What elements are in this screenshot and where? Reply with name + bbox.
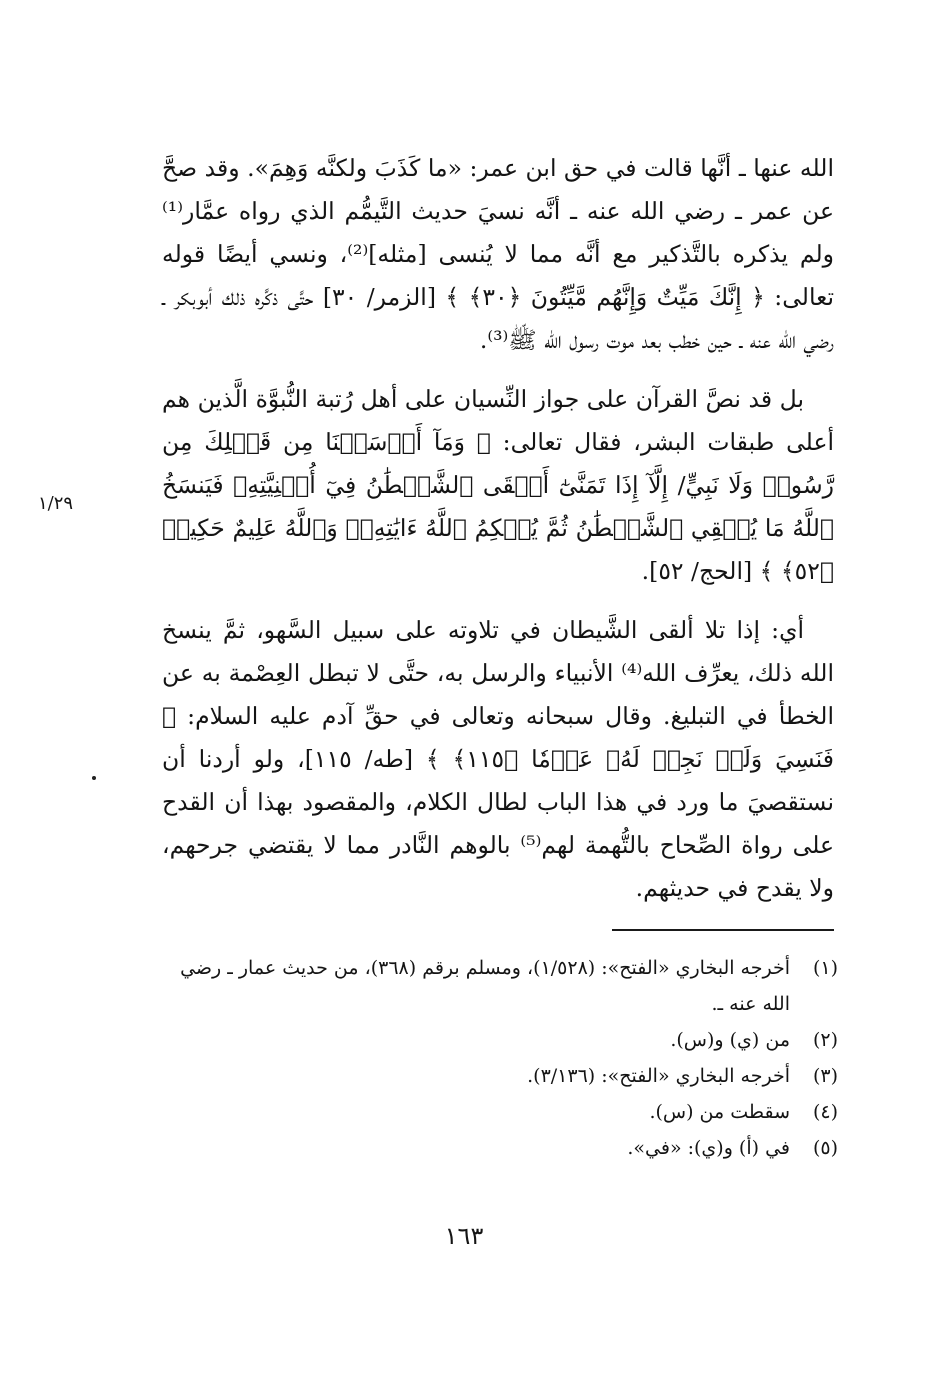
- footnote-text: في (أ) و(ي): «في».: [627, 1137, 790, 1159]
- footnote-number: (١): [812, 957, 838, 979]
- paragraph-2: بل قد نصَّ القرآن على جواز النِّسيان على أهل رُتبة النُّبوَّة الَّذين هم أعلى طبقات البشر، فقال تعالى: ﴿ وَمَآ أَرۡسَلۡنَا مِن قَبۡلِكَ مِن رَّسُولٖ وَلَا نَبِيٍّ/ إِلَّآ إِذَا تَمَنَّىٰٓ أَلۡقَى ٱلشَّيۡطَٰنُ فِيٓ أُمۡنِيَّتِهِۦ فَيَنسَخُ ٱللَّهُ مَا يُلۡقِي ٱلشَّيۡطَٰنُ ثُمَّ يُحۡكِمُ ٱللَّهُ ءَايَٰتِهِۦۗ وَٱللَّهُ عَلِيمٌ حَكِيمٞ ﴿٥٢﴾ ﴾ [الحج/ ٥٢].: [162, 385, 834, 585]
- paragraph-1: الله عنها ـ أنَّها قالت في حق ابن عمر: «ما كَذَبَ ولكنَّه وَهِمَ». وقد صحَّ عن عمر ـ رضي الله عنه ـ أنَّه نسيَ حديث التَّيمُّم الذي رواه عمَّار⁽¹⁾ ولم يذكره بالتَّذكير مع أنَّه مما لا يُنسى [مثله]⁽²⁾، ونسي أيضًا قوله تعالى: ﴿ إِنَّكَ مَيِّتٌ وَإِنَّهُم مَّيِّتُونَ ﴿٣٠﴾ ﴾ [الزمر/ ٣٠] حتَّى ذكَّره ذلك أبوبكر ـ رضي الله عنه ـ حين خطب بعد موت رسول الله ﷺ⁽³⁾.: [162, 154, 835, 354]
- footnote-number: (٣): [812, 1065, 838, 1087]
- speck-mark: [92, 776, 96, 780]
- footnote-item: [162, 1022, 838, 1058]
- page-number: ١٦٣: [444, 1222, 484, 1250]
- footnote-number: (٢): [812, 1029, 838, 1051]
- footnote-item: [162, 1058, 838, 1094]
- footnote-text: أخرجه البخاري «الفتح»: (١/٥٢٨)، ومسلم برقم (٣٦٨)، من حديث عمار ـ رضي الله عنه ـ.: [180, 957, 790, 1015]
- footnote-item: [162, 1094, 838, 1130]
- footnotes-list: [162, 950, 838, 1166]
- footnote-number: (٥): [812, 1137, 838, 1159]
- footnote-item: [162, 1130, 838, 1166]
- footnote-text: سقطت من (س).: [649, 1101, 790, 1123]
- footnote-text: من (ي) و(س).: [670, 1029, 790, 1051]
- footnote-separator: [612, 929, 834, 931]
- paragraph-3: أي: إذا تلا ألقى الشَّيطان في تلاوته على سبيل السَّهو، ثمَّ ينسخ الله ذلك، يعرِّف الله⁽⁴⁾ الأنبياء والرسل به، حتَّى لا تبطل العِصْمة به عن الخطأ في التبليغ. وقال سبحانه وتعالى في حقِّ آدم عليه السلام: ﴿ فَنَسِيَ وَلَمۡ نَجِدۡ لَهُۥ عَزۡمٗا ﴿١١٥﴾ ﴾ [طه/ ١١٥]، ولو أردنا أن نستقصيَ ما ورد في هذا الباب لطال الكلام، والمقصود بهذا أن القدح على رواة الصِّحاح بالتُّهمة لهم⁽⁵⁾ بالوهم النَّادر مما لا يقتضي جرحهم، ولا يقدح في حديثهم.: [162, 616, 834, 902]
- footnote-item: [162, 950, 838, 1022]
- footnote-text: أخرجه البخاري «الفتح»: (٣/١٣٦).: [527, 1065, 790, 1087]
- footnote-number: (٤): [812, 1101, 838, 1123]
- manuscript-folio-marker: ١/٢٩: [38, 493, 74, 514]
- main-text: [162, 147, 834, 910]
